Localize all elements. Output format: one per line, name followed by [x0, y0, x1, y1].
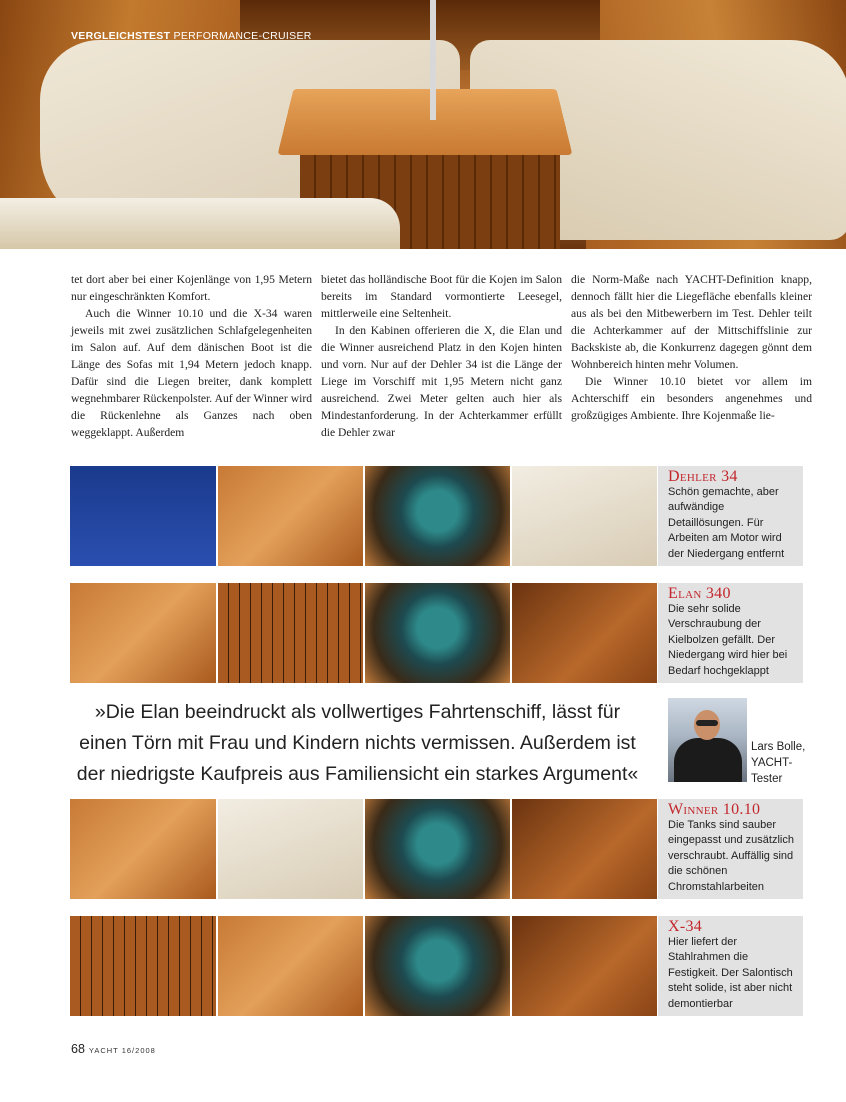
photo	[512, 799, 657, 899]
boat-name: X-34	[668, 918, 703, 935]
hero-photo-salon	[0, 0, 846, 249]
paragraph: tet dort aber bei einer Kojenlänge von 1,95 Metern nur eingeschränkten Komfort.	[71, 273, 312, 303]
photo-strip-winner	[70, 799, 803, 899]
photo	[365, 799, 510, 899]
caption-text: Schön gemachte, aber aufwändige Detaillösungen. Für Arbeiten am Motor wird der Niedergang entfernt	[668, 486, 785, 560]
photo	[218, 466, 363, 566]
text-column-1	[71, 271, 312, 441]
tester-portrait	[668, 698, 747, 782]
paragraph: In den Kabinen offerieren die X, die Elan und die Winner ausreichend Platz in den Kojen hinten und vorn. Nur auf der Dehler 34 ist die Länge der Liege im Vorschiff mit 1,95 Metern nicht ganz ausreichend. Zwei Meter gelten auch hier als Mindestanforderung. In der Achterkammer erfüllt die Dehler zwar	[321, 324, 562, 439]
pull-quote: »Die Elan beeindruckt als vollwertiges Fahrtenschiff, lässt für einen Törn mit Frau und Kindern nichts vermissen. Außerdem ist der niedrigste Kaufpreis aus Familiensicht ein starkes Argument«	[76, 701, 639, 785]
photo	[70, 916, 216, 1016]
caption-text: Hier liefert der Stahlrahmen die Festigkeit. Der Salontisch steht solide, ist aber nicht demontierbar	[668, 936, 793, 1010]
caption-box	[658, 466, 803, 566]
caption-box	[658, 916, 803, 1016]
photo	[70, 799, 216, 899]
photo	[512, 466, 657, 566]
photo	[70, 466, 216, 566]
caption-box	[658, 799, 803, 899]
tester-credit: Lars Bolle, YACHT- Tester	[751, 741, 806, 785]
magazine-issue: YACHT 16/2008	[88, 1046, 156, 1055]
photo	[512, 583, 657, 683]
page-number: 68	[71, 1042, 85, 1056]
photo	[512, 916, 657, 1016]
caption-box	[658, 583, 803, 683]
page-footer	[71, 1042, 156, 1056]
photo-strip-dehler	[70, 466, 803, 566]
photo	[365, 583, 510, 683]
paragraph: die Norm-Maße nach YACHT-Definition knapp, dennoch fällt hier die Liegefläche ebenfalls kleiner aus als bei den Mitbewerbern im Test. Dehler teilt die Achterkammer auf der Mittschiffslinie zur Backskiste ab, die Konkurrenz dagegen gönnt dem Wohnbereich hinten mehr Volumen.	[571, 273, 812, 371]
photo	[70, 583, 216, 683]
boat-name: Dehler 34	[668, 468, 738, 485]
paragraph: bietet das holländische Boot für die Kojen im Salon bereits im Standard vormontierte Leesegel, mittlerweile eine Seltenheit.	[321, 273, 562, 320]
photo-strip-elan	[70, 583, 803, 683]
paragraph: Auch die Winner 10.10 und die X-34 waren jeweils mit zwei zusätzlichen Schlafgelegenheiten im Salon auf. Auf dem dänischen Boot ist die Länge des Sofas mit 1,94 Metern jedoch knapp. Dafür sind die Liegen breiter, dank komplett wegnehmbarer Rückenpolster. Auf der Winner wird die Rückenlehne als Ganzes nach oben weggeklappt. Außerdem	[71, 307, 312, 439]
photo	[365, 916, 510, 1016]
photo-strip-x34	[70, 916, 803, 1016]
caption-text: Die sehr solide Verschraubung der Kielbolzen gefällt. Der Niedergang wird hier bei Bedarf hochgeklappt	[668, 603, 788, 677]
section-kicker: VERGLEICHSTEST PERFORMANCE-CRUISER	[71, 30, 312, 42]
photo	[218, 916, 363, 1016]
photo	[365, 466, 510, 566]
photo	[218, 583, 363, 683]
boat-name: Winner 10.10	[668, 801, 761, 818]
caption-text: Die Tanks sind sauber eingepasst und zusätzlich verschraubt. Auffällig sind die schönen Chromstahlarbeiten	[668, 819, 794, 893]
paragraph: Die Winner 10.10 bietet vor allem im Achterschiff ein besonders angenehmes und großzügiges Ambiente. Ihre Kojenmaße lie-	[571, 375, 812, 422]
boat-name: Elan 340	[668, 585, 731, 602]
text-column-2	[321, 271, 562, 441]
photo	[218, 799, 363, 899]
text-column-3	[571, 271, 812, 424]
